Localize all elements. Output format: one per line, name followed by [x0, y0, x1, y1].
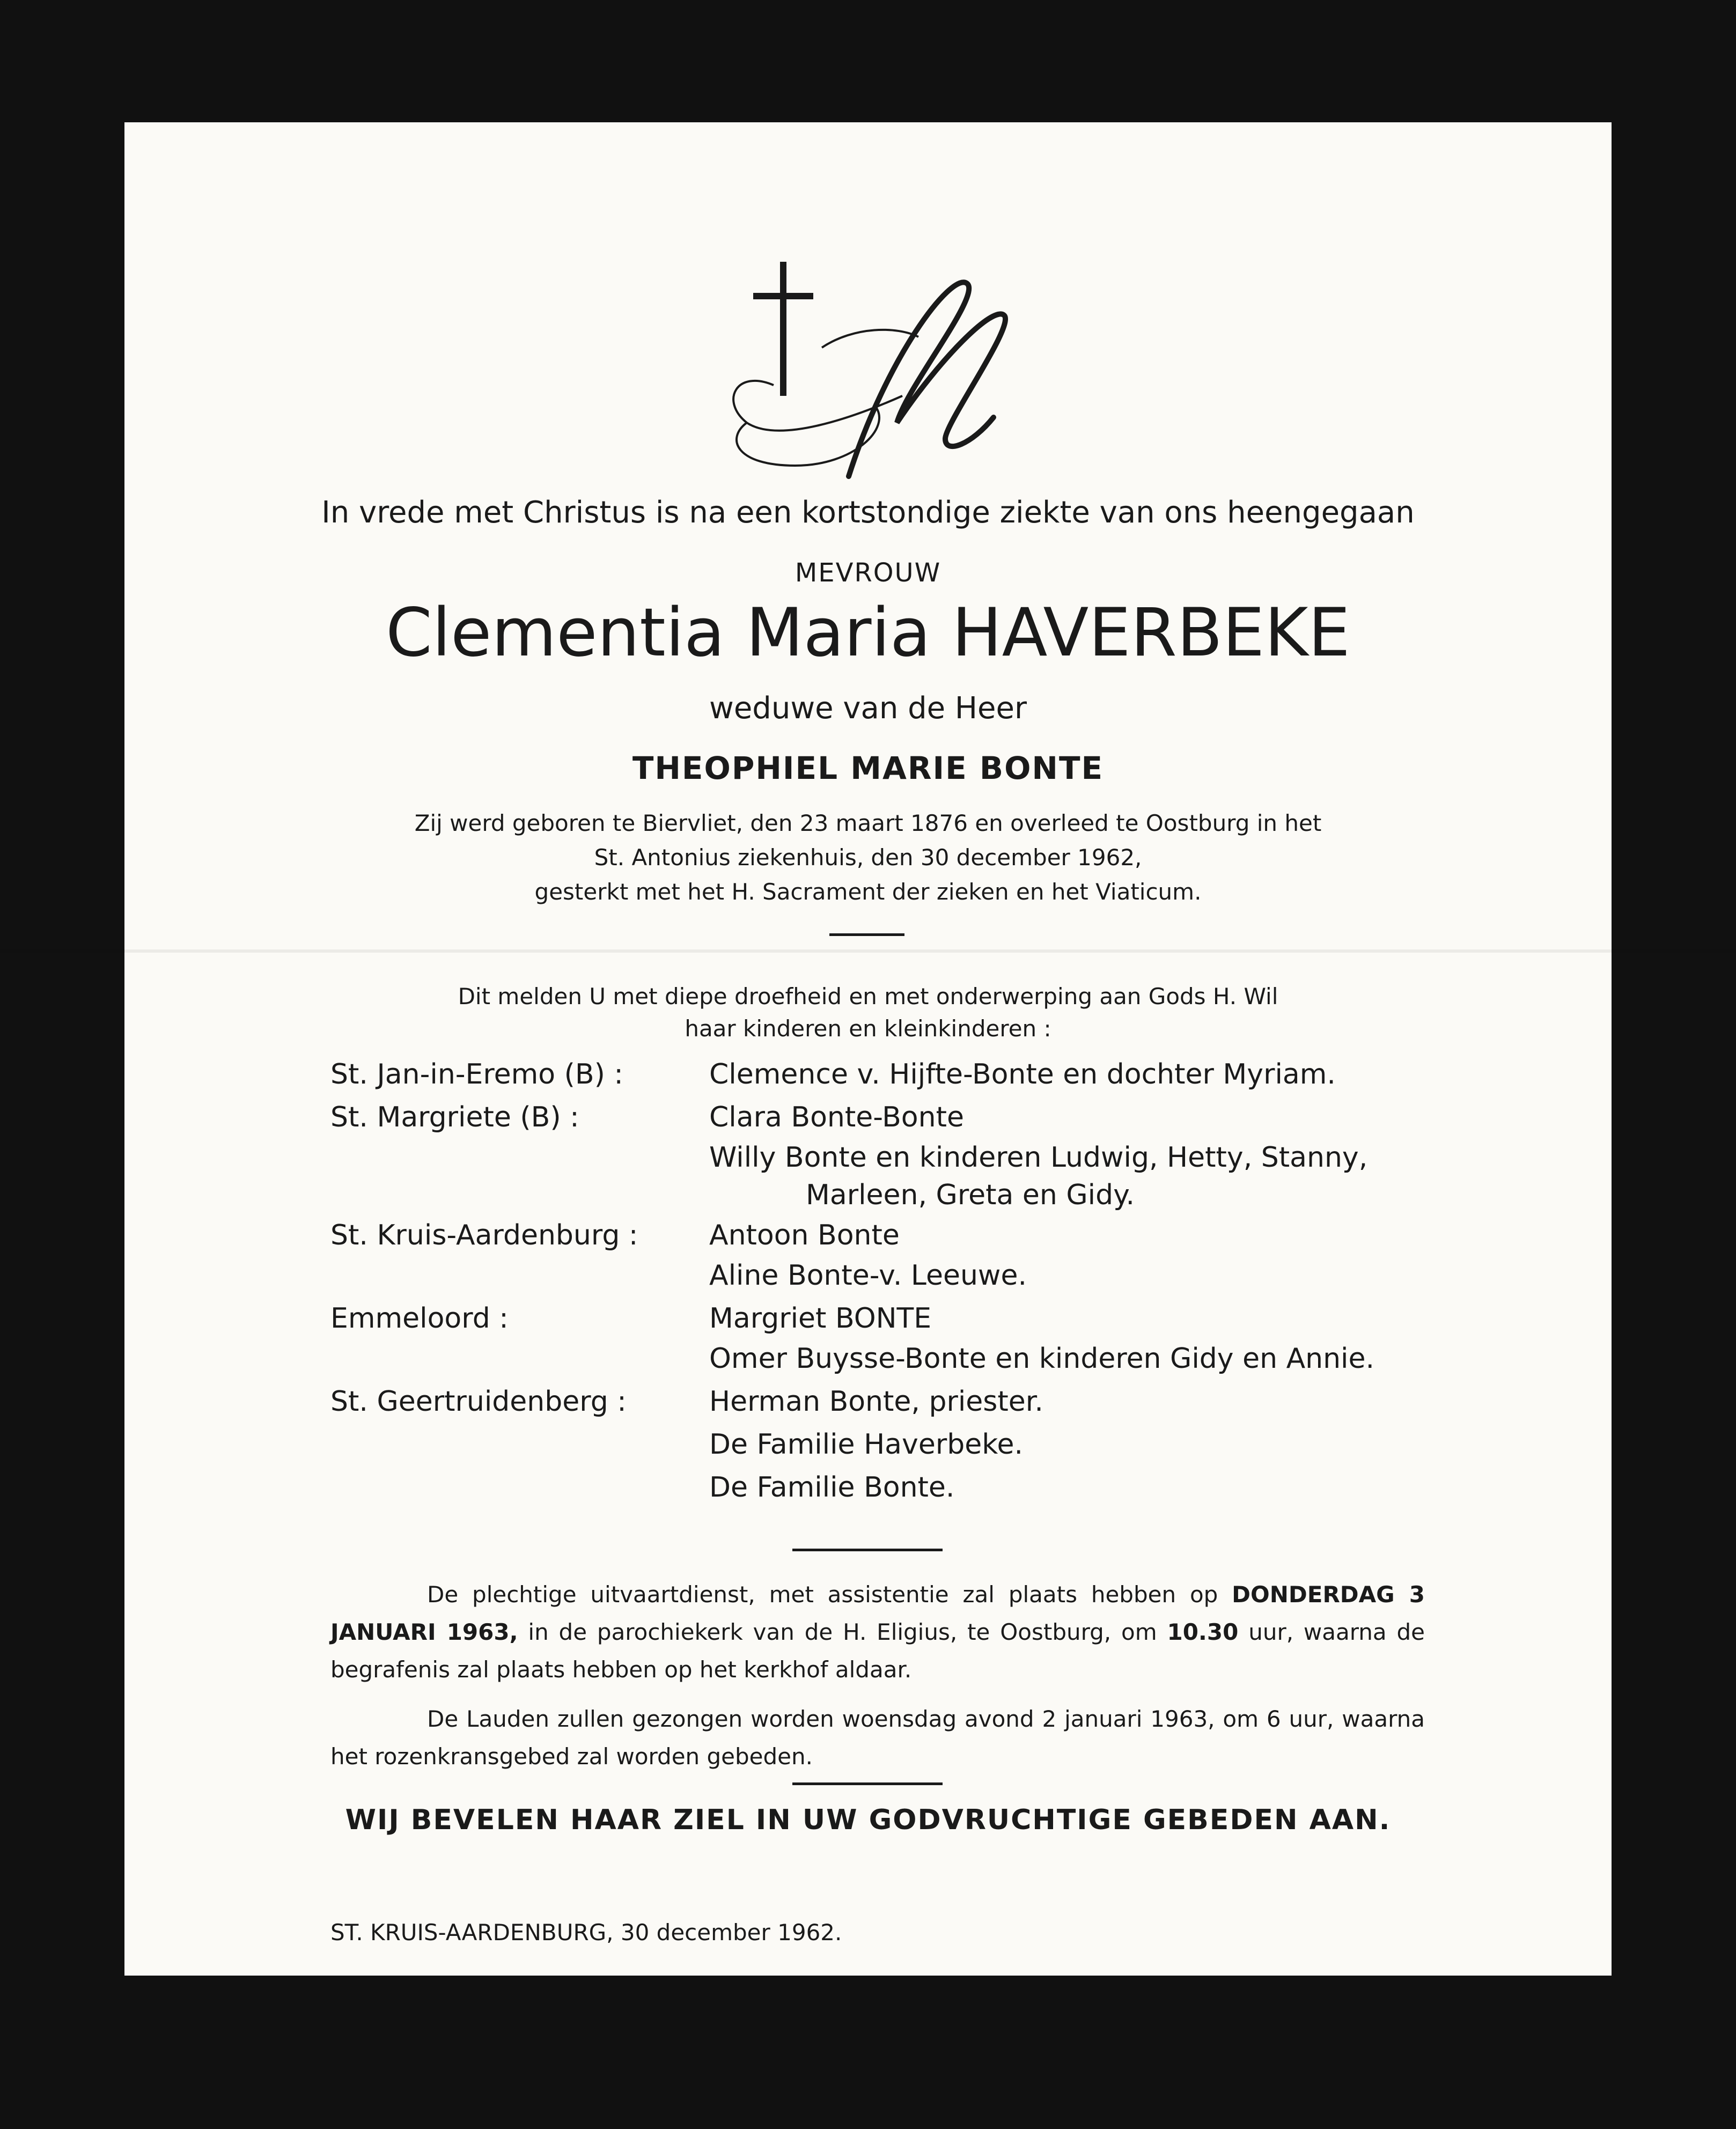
cross-monogram-m-icon	[715, 262, 1015, 498]
intro-text: In vrede met Christus is na een kortstondige ziekte van ons heengegaan	[321, 495, 1415, 530]
relative-location: St. Kruis-Aardenburg :	[330, 1219, 638, 1251]
husband-name: THEOPHIEL MARIE BONTE	[632, 750, 1104, 786]
divider	[792, 1782, 943, 1785]
relative-name: Antoon Bonte	[709, 1219, 900, 1251]
relative-name: Aline Bonte-v. Leeuwe.	[709, 1259, 1027, 1292]
funeral-text: uur, waarna de begrafenis zal plaats hebben op het kerkhof aldaar.	[330, 1619, 1425, 1683]
fold-line	[0, 949, 1736, 953]
birth-line: gesterkt met het H. Sacrament der zieken en het Viaticum.	[534, 879, 1202, 905]
relative-location: St. Margriete (B) :	[330, 1101, 579, 1133]
announcement	[124, 981, 1612, 1045]
divider	[829, 933, 904, 936]
relative-name: Willy Bonte en kinderen Ludwig, Hetty, Stanny,	[709, 1141, 1368, 1174]
birth-line: Zij werd geboren te Biervliet, den 23 maart 1876 en overleed te Oostburg in het	[414, 810, 1322, 836]
relative-name: Herman Bonte, priester.	[709, 1386, 1043, 1418]
deceased-name: Clementia Maria HAVERBEKE	[386, 594, 1350, 672]
birth-details	[124, 806, 1612, 909]
funeral-date: DONDERDAG 3 JANUARI 1963,	[330, 1581, 1425, 1645]
closing-prayer: WIJ BEVELEN HAAR ZIEL IN UW GODVRUCHTIGE GEBEDEN AAN.	[345, 1804, 1391, 1836]
dateline: ST. KRUIS-AARDENBURG, 30 december 1962.	[330, 1919, 842, 1946]
funeral-paragraph	[330, 1576, 1425, 1689]
relative-name: Omer Buysse-Bonte en kinderen Gidy en Annie.	[709, 1343, 1375, 1375]
funeral-text: in de parochiekerk van de H. Eligius, te Oostburg, om	[518, 1619, 1167, 1645]
funeral-details	[330, 1576, 1425, 1776]
relative-location: St. Jan-in-Eremo (B) :	[330, 1058, 623, 1091]
relative-location: St. Geertruidenberg :	[330, 1386, 627, 1418]
relative-name: De Familie Haverbeke.	[709, 1428, 1023, 1461]
relative-name: Clemence v. Hijfte-Bonte en dochter Myriam.	[709, 1058, 1336, 1091]
title-prefix: MEVROUW	[795, 558, 941, 588]
divider	[792, 1549, 943, 1551]
funeral-text: De plechtige uitvaartdienst, met assistentie zal plaats hebben op	[427, 1581, 1232, 1608]
relative-name: De Familie Bonte.	[709, 1471, 955, 1504]
relative-location: Emmeloord :	[330, 1302, 509, 1335]
lauds-paragraph: De Lauden zullen gezongen worden woensdag avond 2 januari 1963, om 6 uur, waarna het rozenkransgebed zal worden gebeden.	[330, 1706, 1425, 1770]
relative-name: Marleen, Greta en Gidy.	[806, 1179, 1135, 1211]
relative-name: Clara Bonte-Bonte	[709, 1101, 964, 1133]
funeral-time: 10.30	[1167, 1619, 1239, 1645]
announce-line: haar kinderen en kleinkinderen :	[685, 1015, 1051, 1042]
card-sheet	[124, 122, 1612, 1976]
relative-name: Margriet BONTE	[709, 1302, 932, 1335]
widow-line: weduwe van de Heer	[709, 691, 1027, 726]
birth-line: St. Antonius ziekenhuis, den 30 december 1962,	[594, 844, 1142, 871]
announce-line: Dit melden U met diepe droefheid en met onderwerping aan Gods H. Wil	[458, 983, 1278, 1010]
